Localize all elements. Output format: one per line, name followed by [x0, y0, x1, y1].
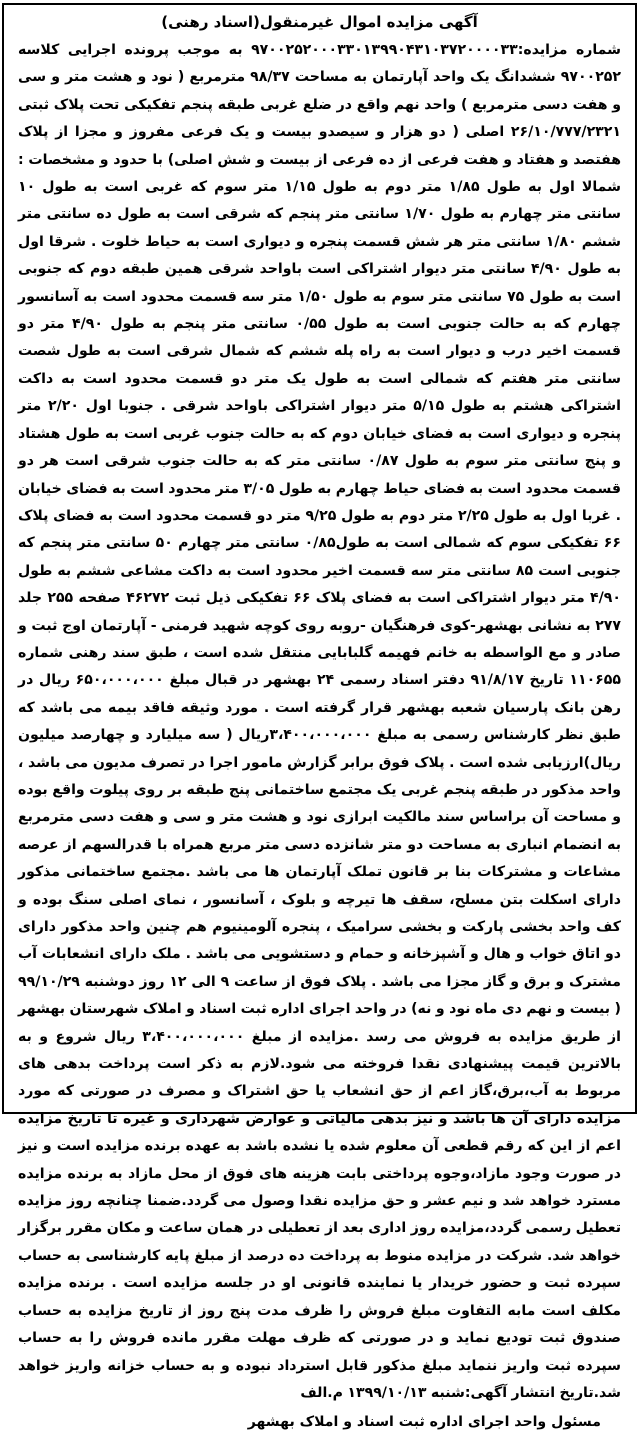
notice-signature: مسئول واحد اجرای اداره ثبت اسناد و املاک بهشهر — [247, 1414, 601, 1431]
notice-title: آگهی مزایده اموال غیرمنقول(اسناد رهنی) — [161, 13, 478, 31]
auction-notice — [2, 3, 637, 1431]
notice-body: شماره مزایده:۹۷۰۰۲۵۲۰۰۰۳۳۰۱۳۹۹۰۴۳۱۰۳۷۲۰۰۰۰۳۳ به موجب پرونده اجرایی کلاسه ۹۷۰۰۲۵۲ ششدانگ یک واحد آپارتمان به مساحت ۹۸/۳۷ مترمربع ( نود و هشت متر و سی و هفت دسی مترمربع ) واحد نهم واقع در ضلع غربی طبقه پنجم تفکیکی تحت پلاک ثبتی ۲۶/۱۰/۷۷۷/۲۳۲۱ اصلی ( دو هزار و سیصدو بیست و یک فرعی مفروز و مجزا از پلاک هفتصد و هفتاد و هفت فرعی از ده فرعی از بیست و شش اصلی) با حدود و مشخصات : شمالا اول به طول ۱/۸۵ متر دوم به طول ۱/۱۵ متر سوم که غربی است به طول ۱۰ سانتی متر چهارم به طول ۱/۷۰ سانتی متر پنجم که شرقی است به طول ده سانتی متر ششم ۱/۸۰ سانتی متر هر شش قسمت پنجره و دیواری است به حیاط خلوت . شرقا اول به طول ۴/۹۰ سانتی متر دیوار اشتراکی است باواحد شرقی همین طبقه دوم که جنوبی است به طول ۷۵ سانتی متر سوم به طول ۱/۵۰ متر سه قسمت محدود است به آسانسور چهارم که به حالت جنوبی است به طول ۰/۵۵ سانتی متر پنجم به طول ۴/۹۰ متر دو قسمت اخیر درب و دیوار است به راه پله ششم که شمال شرقی است به طول شصت سانتی متر هفتم که شمالی است به طول یک متر دو قسمت محدود است به داکت اشتراکی هشتم به طول ۵/۱۵ متر دیوار اشتراکی باواحد شرقی . جنوبا اول ۲/۲۰ متر پنجره و دیواری است به فضای خیابان دوم که به حالت جنوب غربی است به طول هشتاد و پنج سانتی متر سوم به طول ۰/۸۷ سانتی متر که به حالت جنوب شرقی است هر دو قسمت محدود است به فضای حیاط چهارم به طول ۳/۰۵ متر محدود است به فضای خیابان . غربا اول به طول ۲/۲۵ متر دوم به طول ۹/۲۵ متر دو قسمت محدود است به فضای پلاک ۶۶ تفکیکی سوم که شمالی است به طول۰/۸۵ سانتی متر چهارم ۵۰ سانتی متر پنجم که جنوبی است ۸۵ سانتی متر سه قسمت اخیر محدود است به داکت مشاعی ششم به طول ۴/۹۰ متر دیوار اشتراکی است به فضای پلاک ۶۶ تفکیکی ذیل ثبت ۴۶۲۷۲ صفحه ۲۵۵ جلد ۲۷۷ به نشانی بهشهر-کوی فرهنگیان -روبه روی کوچه شهید فرمنی - آپارتمان اوج ثبت و صادر و مع الواسطه به خانم فهیمه گلبابایی منتقل شده است ، طبق سند رهنی شماره ۱۱۰۶۵۵ تاریخ ۹۱/۸/۱۷ دفتر اسناد رسمی ۲۴ بهشهر در قبال مبلغ ۶۵۰،۰۰۰،۰۰۰ ریال در رهن بانک پارسیان شعبه بهشهر قرار گرفته است . مورد وثیقه فاقد بیمه می باشد که طبق نظر کارشناس رسمی به مبلغ ۳،۴۰۰،۰۰۰،۰۰۰ریال ( سه میلیارد و چهارصد میلیون ریال)ارزیابی شده است . پلاک فوق برابر گزارش مامور اجرا در تصرف مدیون می باشد ، واحد مذکور در طبقه پنجم غربی یک مجتمع ساختمانی پنج طبقه بر روی پیلوت واقع بوده و مساحت آن براساس سند مالکیت ابرازی نود و هشت متر و سی و هفت دسی مترمربع به انضمام انباری به مساحت دو متر شانزده دسی متر مربع همراه با قدرالسهم از عرصه مشاعات و مشترکات بنا بر قانون تملک آپارتمان ها می باشد .مجتمع ساختمانی مذکور دارای اسکلت بتن مسلح، سقف ها تیرچه و بلوک ، آسانسور ، نمای اصلی سنگ بوده و کف واحد بخشی پارکت و بخشی سرامیک ، پنجره آلومینیوم هم چنین واحد مذکور دارای دو اتاق خواب و هال و آشپزخانه و حمام و دستشویی می باشد . ملک دارای انشعابات آب مشترک و برق و گاز مجزا می باشد . پلاک فوق از ساعت ۹ الی ۱۲ روز دوشنبه ۹۹/۱۰/۲۹ ( بیست و نهم دی ماه نود و نه) در واحد اجرای اداره ثبت اسناد و املاک شهرستان بهشهر از طریق مزایده به فروش می رسد .مزایده از مبلغ ۳،۴۰۰،۰۰۰،۰۰۰ ریال شروع و به بالاترین قیمت پیشنهادی نقدا فروخته می شود.لازم به ذکر است پرداخت بدهی های مربوط به آب،برق،گاز اعم از حق انشعاب یا حق اشتراک و مصرف در صورتی که مورد مزایده دارای آن ها باشد و نیز بدهی مالیاتی و عوارض شهرداری و غیره تا تاریخ مزایده اعم از این که رقم قطعی آن معلوم شده یا نشده باشد به عهده برنده مزایده است و نیز در صورت وجود مازاد،وجوه پرداختی بابت هزینه های فوق از محل مازاد به برنده مزایده مسترد خواهد شد و نیم عشر و حق مزایده نقدا وصول می گردد.ضمنا چنانچه روز مزایده تعطیل رسمی گردد،مزایده روز اداری بعد از تعطیلی در همان ساعت و مکان مقرر برگزار خواهد شد. شرکت در مزایده منوط به پرداخت ده درصد از مبلغ پایه کارشناسی به حساب سپرده ثبت و حضور خریدار یا نماینده قانونی او در جلسه مزایده است . برنده مزایده مکلف است مابه التفاوت مبلغ فروش را ظرف مدت پنج روز از تاریخ مزایده به حساب صندوق ثبت تودیع نماید و در صورتی که ظرف مهلت مقرر مانده فروش را به حساب سپرده ثبت واریز ننماید مبلغ مذکور قابل استرداد نبوده و به حساب خزانه واریز خواهد شد.تاریخ انتشار آگهی:شنبه ۱۳۹۹/۱۰/۱۳ م.الف — [18, 42, 622, 1401]
